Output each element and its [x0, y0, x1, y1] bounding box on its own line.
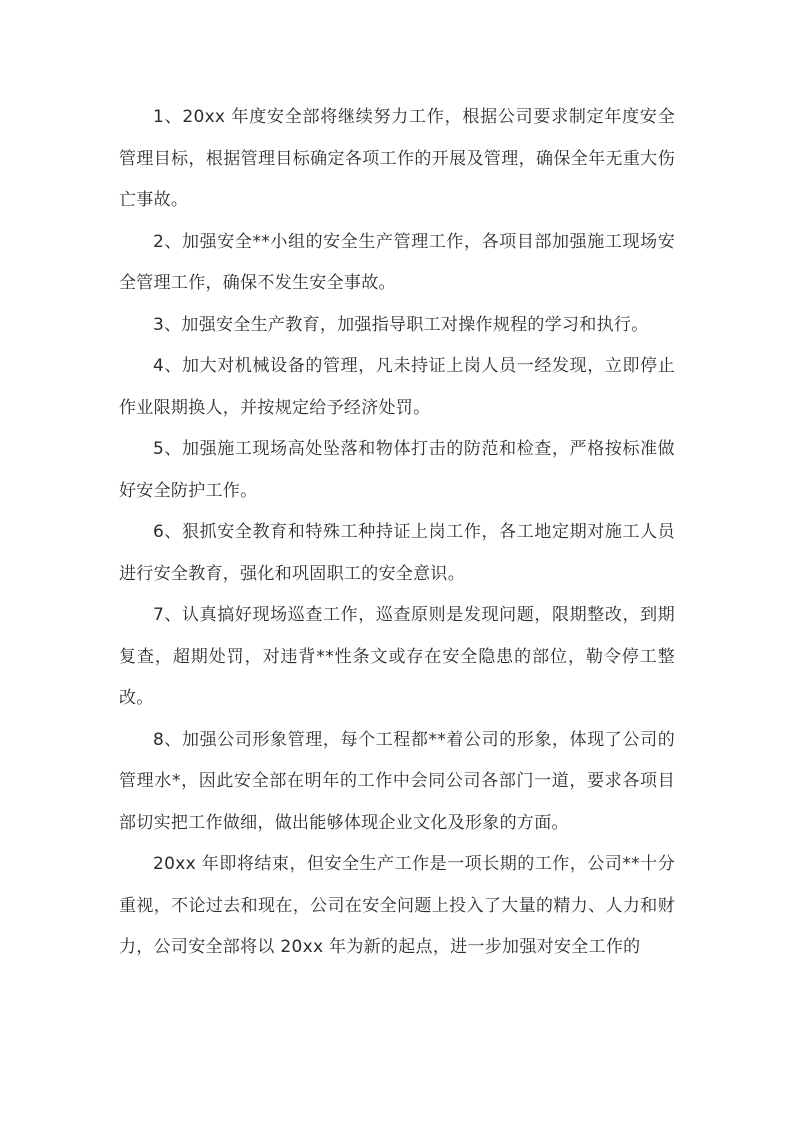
- paragraph-8: 8、加强公司形象管理，每个工程都**着公司的形象，体现了公司的管理水*，因此安全部在明年的工作中会同公司各部门一道，要求各项目部切实把工作做细，做出能够体现企业文化及形象的方面。: [119, 729, 675, 833]
- paragraph-1: 1、20xx 年度安全部将继续努力工作，根据公司要求制定年度安全管理目标，根据管理目标确定各项工作的开展及管理，确保全年无重大伤亡事故。: [119, 107, 675, 210]
- paragraph-7: 7、认真搞好现场巡查工作，巡查原则是发现问题，限期整改，到期复查，超期处罚，对违背**性条文或存在安全隐患的部位，勒令停工整改。: [119, 605, 675, 708]
- paragraph-4: 4、加大对机械设备的管理，凡未持证上岗人员一经发现，立即停止作业限期换人，并按规定给予经济处罚。: [119, 356, 675, 418]
- paragraph-5: 5、加强施工现场高处坠落和物体打击的防范和检查，严格按标准做好安全防护工作。: [119, 439, 675, 501]
- paragraph-closing: 20xx 年即将结束，但安全生产工作是一项长期的工作，公司**十分重视，不论过去和现在，公司在安全问题上投入了大量的精力、人力和财力，公司安全部将以 20xx 年为新的起点，进一步加强对安全工作的: [119, 854, 675, 957]
- paragraph-6: 6、狠抓安全教育和特殊工种持证上岗工作，各工地定期对施工人员进行安全教育，强化和巩固职工的安全意识。: [119, 522, 675, 584]
- document-body: [119, 97, 675, 969]
- paragraph-3: 3、加强安全生产教育，加强指导职工对操作规程的学习和执行。: [153, 314, 649, 335]
- paragraph-2: 2、加强安全**小组的安全生产管理工作，各项目部加强施工现场安全管理工作，确保不发生安全事故。: [119, 231, 675, 293]
